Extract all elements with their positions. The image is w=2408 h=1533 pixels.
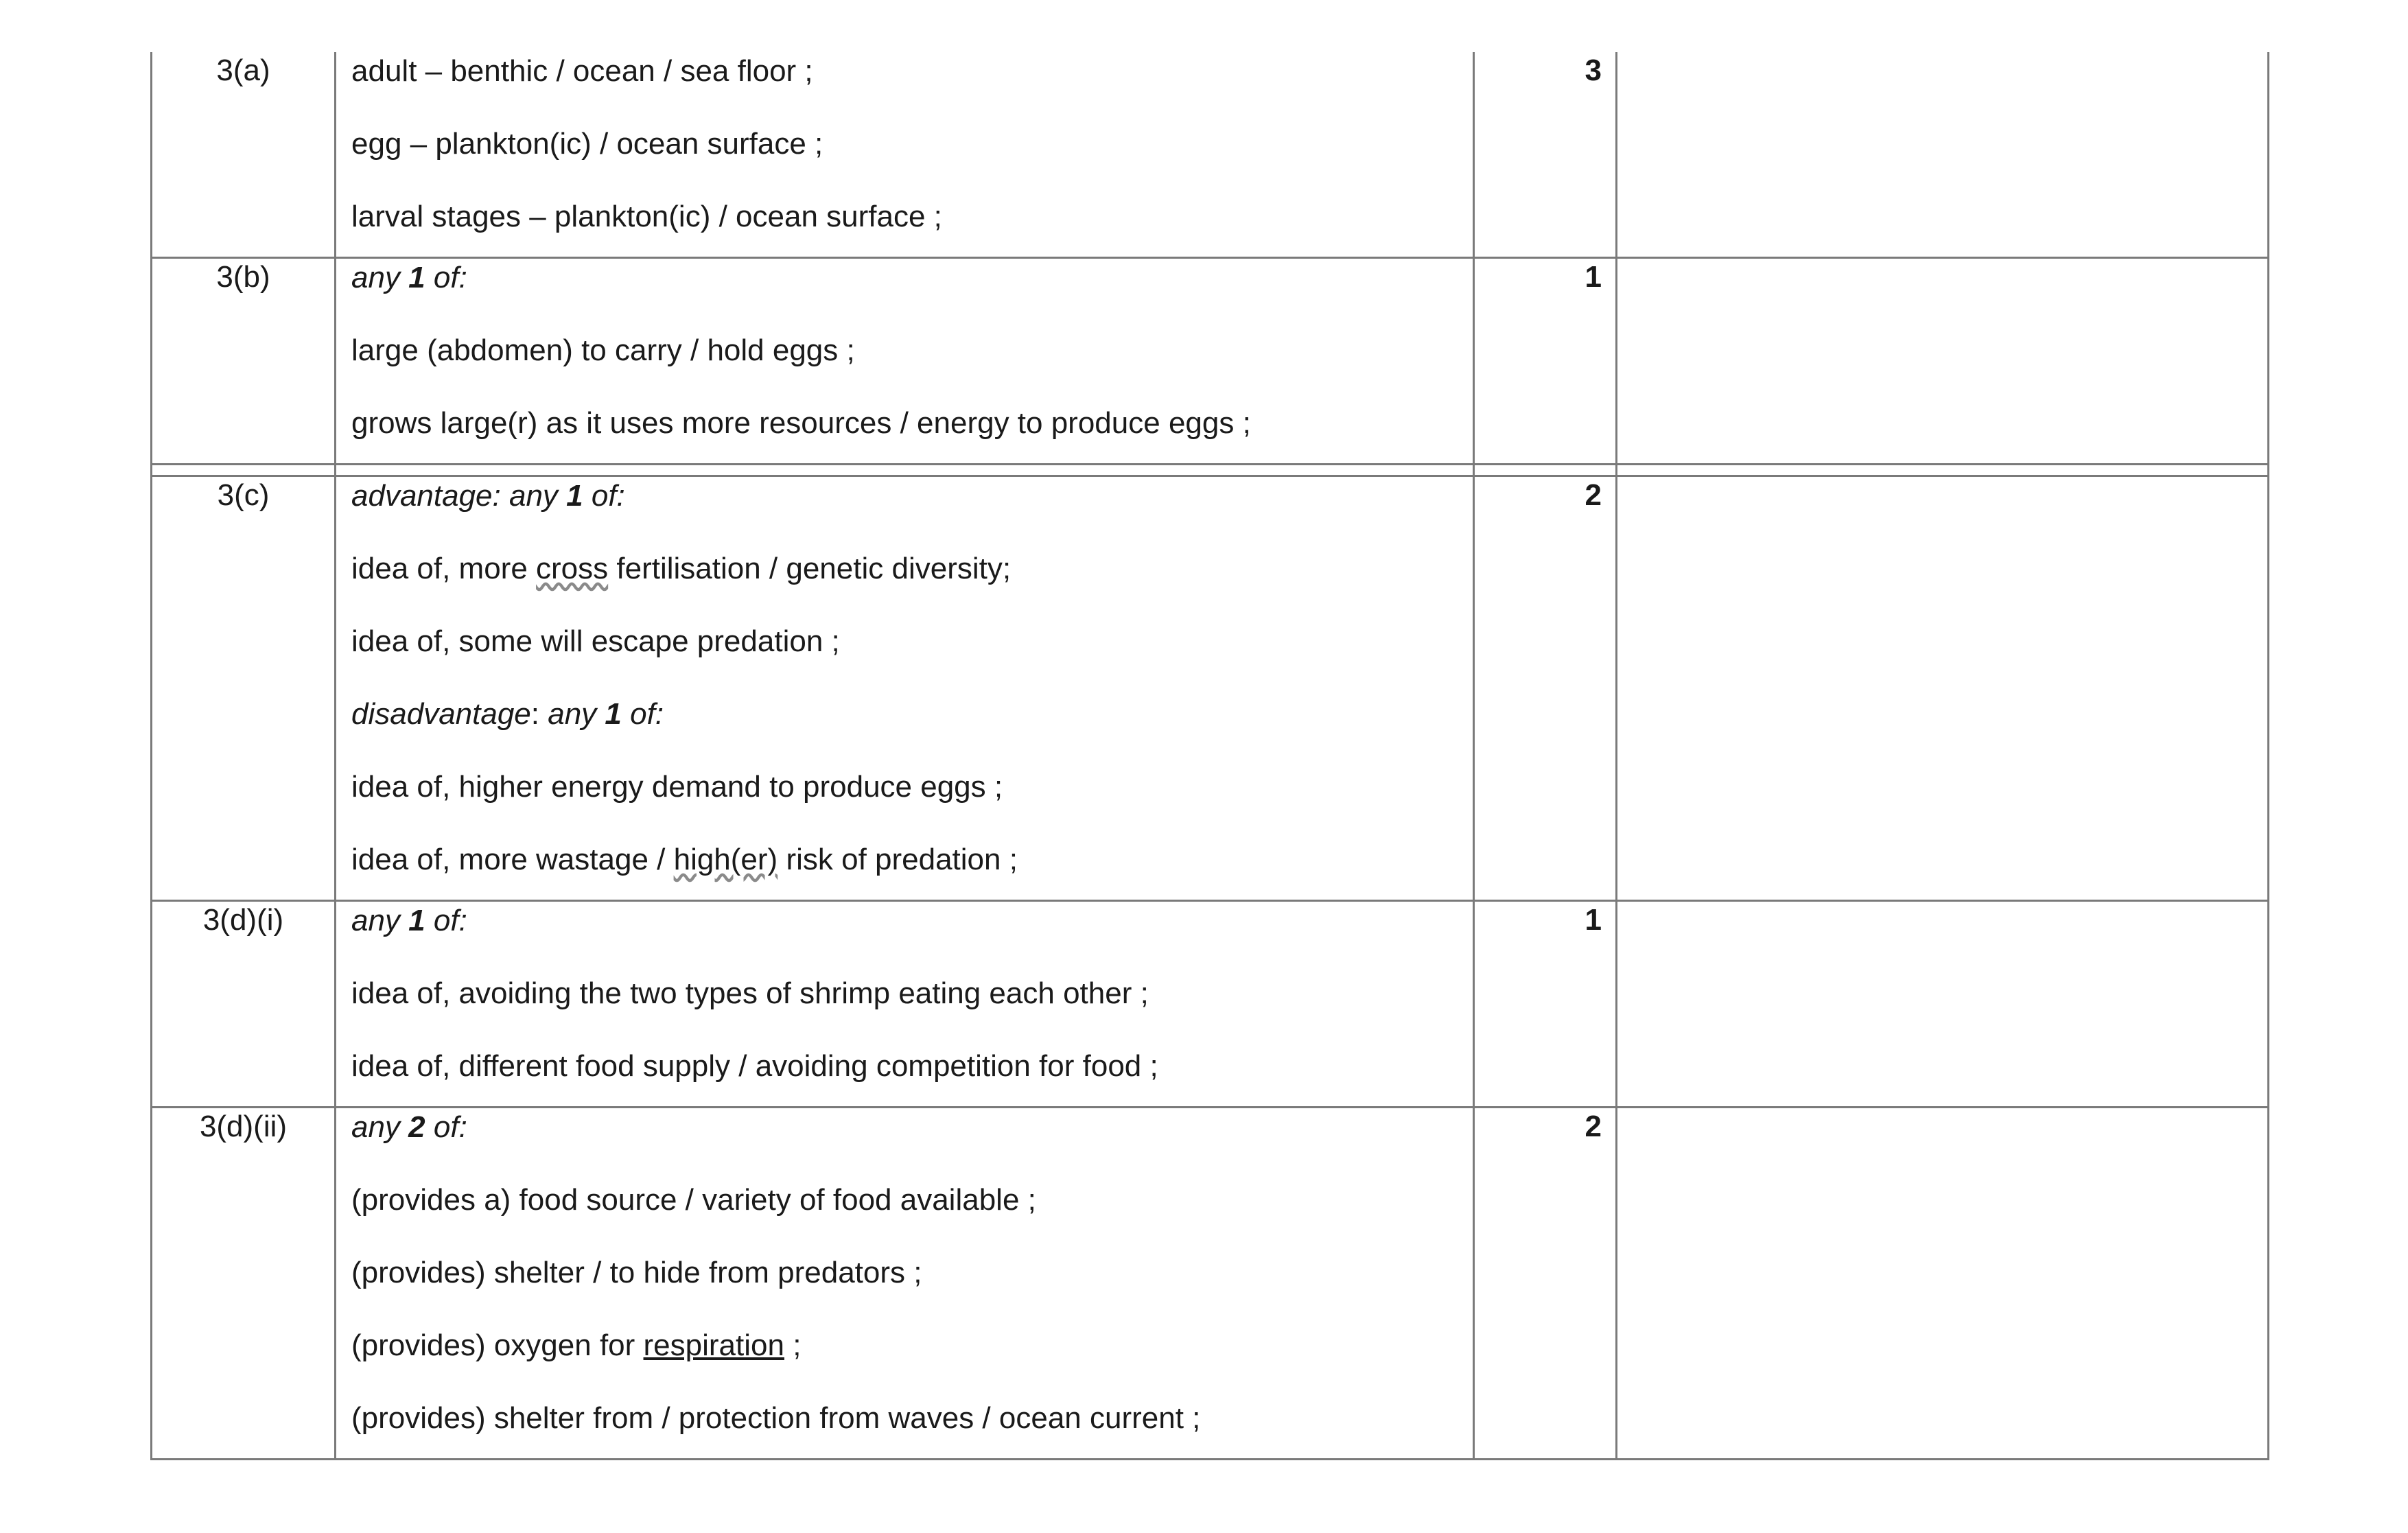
separator-cell	[336, 465, 1474, 476]
heading-count: 1	[408, 261, 425, 294]
answer-line: idea of, higher energy demand to produce eggs ;	[351, 770, 1003, 804]
marks-cell: 2	[1474, 476, 1617, 901]
heading-text: any	[351, 904, 409, 937]
answer-line: idea of, different food supply / avoiding competition for food ;	[351, 1049, 1158, 1083]
spellcheck-word: cross	[536, 552, 609, 585]
heading-text: of:	[425, 904, 467, 937]
guidance-cell	[1617, 52, 2269, 258]
guidance-cell	[1617, 1108, 2269, 1460]
guidance-cell	[1617, 901, 2269, 1108]
heading-text: of:	[621, 697, 664, 731]
answer-line: large (abdomen) to carry / hold eggs ;	[351, 333, 855, 367]
answer-line: idea of, avoiding the two types of shrimp eating each other ;	[351, 976, 1149, 1010]
separator-cell	[1474, 465, 1617, 476]
question-number: 3(b)	[152, 258, 336, 465]
answer-cell	[336, 258, 1474, 465]
answer-heading	[351, 695, 1473, 768]
heading-count: 2	[408, 1110, 425, 1144]
heading-text: of:	[425, 1110, 467, 1144]
answer-text: idea of, more wastage /	[351, 843, 674, 876]
answer-heading	[351, 902, 1473, 974]
answer-line	[351, 1326, 1473, 1399]
answer-text: idea of, more	[351, 552, 537, 585]
heading-text: any	[351, 261, 409, 294]
question-number: 3(d)(ii)	[152, 1108, 336, 1460]
answer-line	[351, 841, 1473, 900]
answer-line: (provides) shelter / to hide from predators ;	[351, 1256, 922, 1289]
marks-cell: 2	[1474, 1108, 1617, 1460]
heading-text: :	[530, 697, 548, 731]
question-number: 3(a)	[152, 52, 336, 258]
spellcheck-word: high(er)	[673, 843, 778, 876]
answer-line: larval stages – plankton(ic) / ocean surface ;	[351, 200, 942, 233]
mark-scheme-table	[150, 52, 2269, 1460]
separator-cell	[152, 465, 336, 476]
heading-text: disadvantage	[351, 697, 531, 731]
marks-cell: 3	[1474, 52, 1617, 258]
answer-heading	[351, 477, 1473, 550]
row-separator	[152, 465, 2269, 476]
question-number: 3(d)(i)	[152, 901, 336, 1108]
answer-cell	[336, 1108, 1474, 1460]
answer-cell	[336, 476, 1474, 901]
table-row-3di	[152, 901, 2269, 1108]
heading-count: 1	[605, 697, 622, 731]
table-row-3c	[152, 476, 2269, 901]
table-row-3a	[152, 52, 2269, 258]
guidance-cell	[1617, 258, 2269, 465]
answer-text: ;	[784, 1329, 802, 1362]
heading-text: advantage: any	[351, 479, 567, 513]
answer-line: adult – benthic / ocean / sea floor ;	[351, 54, 813, 88]
heading-count: 1	[566, 479, 583, 513]
answer-cell	[336, 901, 1474, 1108]
question-number: 3(c)	[152, 476, 336, 901]
table-row-3dii	[152, 1108, 2269, 1460]
answer-line: grows large(r) as it uses more resources / energy to produce eggs ;	[351, 406, 1251, 440]
answer-line: (provides) shelter from / protection from waves / ocean current ;	[351, 1401, 1201, 1435]
answer-text: risk of predation ;	[778, 843, 1018, 876]
separator-cell	[1617, 465, 2269, 476]
answer-line: idea of, some will escape predation ;	[351, 624, 840, 658]
heading-text: any	[351, 1110, 409, 1144]
answer-heading	[351, 259, 1473, 331]
guidance-cell	[1617, 476, 2269, 901]
answer-line	[351, 550, 1473, 622]
heading-text: of:	[425, 261, 467, 294]
answer-line: egg – plankton(ic) / ocean surface ;	[351, 127, 823, 161]
answer-text: (provides) oxygen for	[351, 1329, 644, 1362]
answer-heading	[351, 1108, 1473, 1181]
answer-line: (provides a) food source / variety of food available ;	[351, 1183, 1036, 1217]
heading-text: of:	[583, 479, 625, 513]
heading-count: 1	[408, 904, 425, 937]
underlined-keyword: respiration	[643, 1329, 784, 1362]
marks-cell: 1	[1474, 258, 1617, 465]
heading-text: any	[548, 697, 605, 731]
marks-cell: 1	[1474, 901, 1617, 1108]
answer-text: fertilisation / genetic diversity;	[608, 552, 1012, 585]
answer-cell	[336, 52, 1474, 258]
table-row-3b	[152, 258, 2269, 465]
